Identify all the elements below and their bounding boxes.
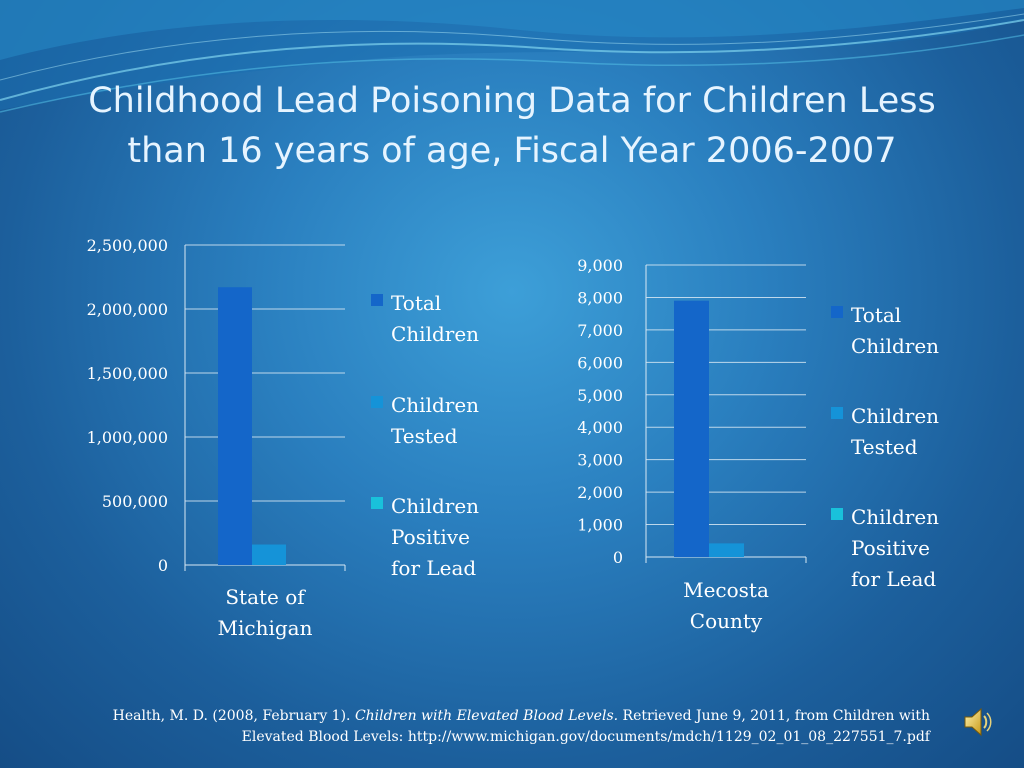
chart1-legend-swatch [371, 497, 383, 509]
chart1-y-tick-label: 2,000,000 [86, 300, 168, 319]
chart1-category-label: Michigan [217, 616, 313, 640]
chart2-legend-label: Total [851, 303, 902, 327]
chart2-category-label: County [689, 609, 763, 633]
chart2-bar-children-tested [709, 543, 744, 557]
chart2-legend-swatch [831, 407, 843, 419]
chart2-category-label: Mecosta [683, 578, 769, 602]
chart2-legend-label: Children [851, 334, 940, 358]
chart2-bar-total-children [674, 301, 709, 557]
chart1-legend-label: Children [391, 322, 480, 346]
citation-line-1 [40, 706, 930, 727]
chart1-bar-children-tested [252, 545, 286, 565]
chart2-y-tick-label: 5,000 [577, 385, 623, 405]
chart1-legend-label: for Lead [391, 556, 477, 580]
citation-prefix: Health, M. D. (2008, February 1). [112, 708, 355, 724]
chart2-y-tick-label: 1,000 [577, 515, 623, 535]
chart1-category-label: State of [225, 585, 305, 609]
citation [40, 706, 930, 748]
chart1-y-tick-label: 2,500,000 [86, 236, 168, 255]
chart2-legend-label: for Lead [851, 567, 937, 591]
chart1-legend-swatch [371, 396, 383, 408]
chart2-legend-label: Children [851, 505, 940, 529]
chart2-legend-swatch [831, 306, 843, 318]
chart1-y-tick-label: 500,000 [101, 492, 168, 511]
chart2-y-tick-label: 4,000 [577, 418, 623, 438]
chart1-legend-label: Tested [391, 424, 458, 448]
chart2-legend-swatch [831, 508, 843, 520]
chart1-y-tick-label: 1,000,000 [86, 428, 168, 447]
chart1-y-tick-label: 0 [157, 556, 168, 575]
chart2-y-tick-label: 0 [612, 548, 623, 567]
citation-suffix: Retrieved June 9, 2011, from Children with [618, 708, 930, 724]
chart2-legend-label: Tested [851, 435, 918, 459]
chart2-y-tick-label: 6,000 [577, 353, 623, 373]
chart1-legend-label: Total [391, 291, 442, 315]
chart1-legend-swatch [371, 294, 383, 306]
citation-line-2: Elevated Blood Levels: http://www.michigan.gov/documents/mdch/1129_02_01_08_227551_7.pdf [241, 729, 930, 745]
chart2-y-tick-label: 2,000 [577, 483, 623, 503]
chart2-y-tick-label: 8,000 [577, 288, 623, 308]
chart1-legend-label: Children [391, 393, 480, 417]
chart2-y-tick-label: 9,000 [577, 256, 623, 275]
chart2-y-tick-label: 3,000 [577, 450, 623, 470]
chart1-legend-label: Positive [391, 525, 470, 549]
speaker-icon[interactable] [962, 704, 994, 740]
citation-title: Children with Elevated Blood Levels. [354, 708, 619, 724]
chart2-y-tick-label: 7,000 [577, 320, 623, 340]
chart2-legend-label: Positive [851, 536, 930, 560]
chart1-legend-label: Children [391, 494, 480, 518]
chart1-bar-total-children [218, 287, 252, 565]
chart2-legend-label: Children [851, 404, 940, 428]
chart1-y-tick-label: 1,500,000 [86, 364, 168, 383]
slide-title-line-2: than 16 years of age, Fiscal Year 2006-2007 [127, 131, 897, 171]
slide-title-line-1: Childhood Lead Poisoning Data for Children Less [88, 81, 936, 121]
